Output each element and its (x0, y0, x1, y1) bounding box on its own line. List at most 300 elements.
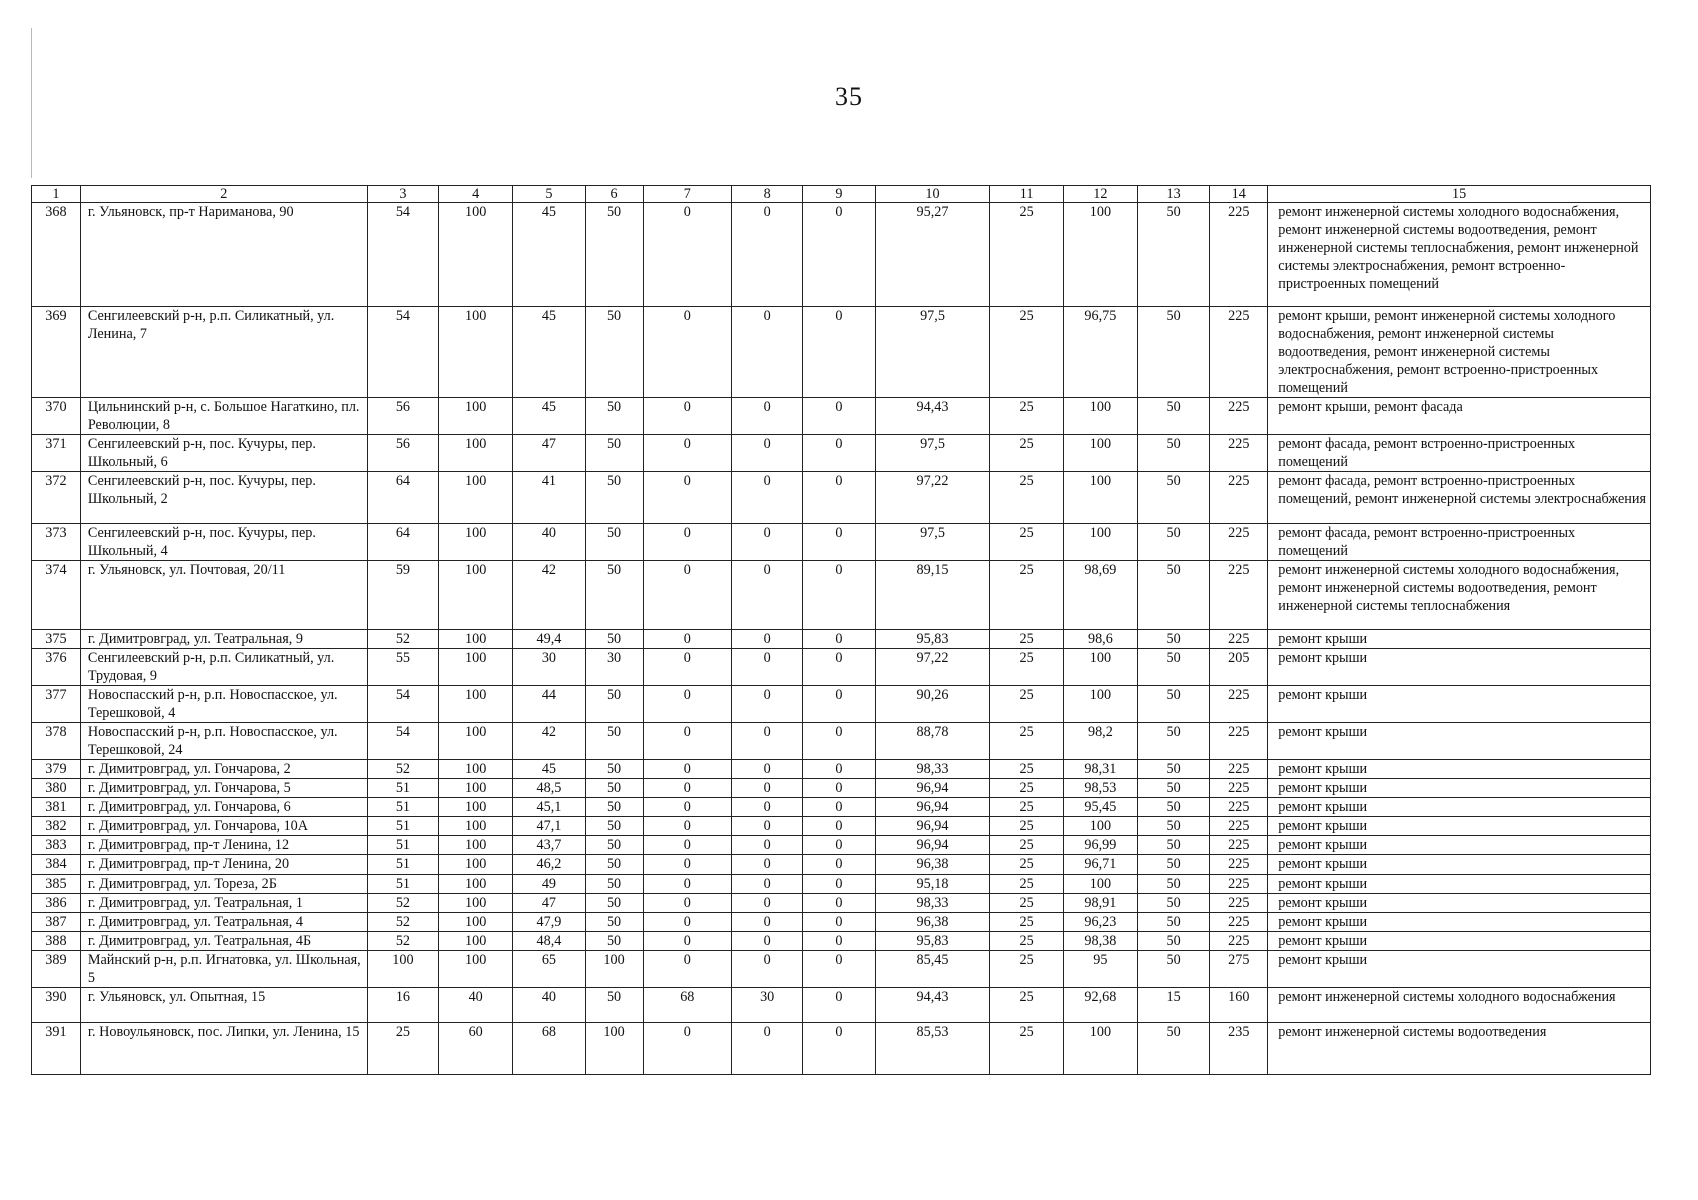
col-4-cell: 100 (439, 855, 513, 875)
col-7-cell: 0 (643, 524, 732, 561)
col-6-cell: 50 (585, 203, 643, 307)
col-14-cell: 225 (1210, 472, 1268, 524)
col-11-cell: 25 (990, 779, 1063, 798)
table-row (32, 723, 1651, 760)
address-cell: г. Димитровград, ул. Тореза, 2Б (80, 875, 367, 894)
col-14-cell: 225 (1210, 817, 1268, 836)
row-number-cell: 373 (32, 524, 81, 561)
col-11-cell: 25 (990, 817, 1063, 836)
col-11-cell: 25 (990, 649, 1063, 686)
works-list-cell: ремонт крыши (1268, 798, 1651, 817)
col-7-cell: 0 (643, 779, 732, 798)
col-8-cell: 0 (732, 932, 803, 951)
col-13-cell: 50 (1138, 932, 1210, 951)
col-6-cell: 50 (585, 817, 643, 836)
works-list-cell: ремонт инженерной системы холодного водоснабжения, ремонт инженерной системы водоотведения, ремонт инженерной системы теплоснабжения (1268, 561, 1651, 630)
col-7-cell: 0 (643, 630, 732, 649)
col-11-cell: 25 (990, 932, 1063, 951)
col-11-cell: 25 (990, 524, 1063, 561)
column-header-15: 15 (1268, 186, 1651, 203)
address-cell: Майнский р-н, р.п. Игнатовка, ул. Школьная, 5 (80, 951, 367, 988)
col-14-cell: 225 (1210, 686, 1268, 723)
table-row (32, 798, 1651, 817)
col-13-cell: 50 (1138, 307, 1210, 398)
column-header-2: 2 (80, 186, 367, 203)
col-5-cell: 49 (513, 875, 585, 894)
col-13-cell: 50 (1138, 561, 1210, 630)
col-9-cell: 0 (803, 561, 875, 630)
address-cell: г. Ульяновск, ул. Почтовая, 20/11 (80, 561, 367, 630)
col-10-cell: 85,53 (875, 1023, 990, 1075)
col-6-cell: 50 (585, 472, 643, 524)
page-number: 35 (835, 82, 863, 111)
col-6-cell: 50 (585, 307, 643, 398)
col-10-cell: 95,27 (875, 203, 990, 307)
row-number-cell: 381 (32, 798, 81, 817)
col-6-cell: 100 (585, 951, 643, 988)
col-10-cell: 96,94 (875, 779, 990, 798)
col-5-cell: 40 (513, 988, 585, 1023)
col-14-cell: 225 (1210, 855, 1268, 875)
col-11-cell: 25 (990, 435, 1063, 472)
table-row (32, 398, 1651, 435)
address-cell: г. Димитровград, ул. Театральная, 9 (80, 630, 367, 649)
col-7-cell: 0 (643, 472, 732, 524)
col-3-cell: 52 (367, 932, 438, 951)
col-9-cell: 0 (803, 875, 875, 894)
column-header-8: 8 (732, 186, 803, 203)
col-8-cell: 0 (732, 836, 803, 855)
col-10-cell: 89,15 (875, 561, 990, 630)
col-3-cell: 25 (367, 1023, 438, 1075)
col-10-cell: 97,5 (875, 435, 990, 472)
col-4-cell: 60 (439, 1023, 513, 1075)
col-9-cell: 0 (803, 524, 875, 561)
column-header-4: 4 (439, 186, 513, 203)
col-6-cell: 50 (585, 524, 643, 561)
col-11-cell: 25 (990, 398, 1063, 435)
table-body (32, 186, 1651, 1075)
col-10-cell: 94,43 (875, 988, 990, 1023)
col-10-cell: 98,33 (875, 760, 990, 779)
col-8-cell: 0 (732, 307, 803, 398)
col-8-cell: 0 (732, 398, 803, 435)
row-number-cell: 390 (32, 988, 81, 1023)
col-8-cell: 0 (732, 1023, 803, 1075)
column-header-3: 3 (367, 186, 438, 203)
col-5-cell: 42 (513, 723, 585, 760)
col-4-cell: 100 (439, 894, 513, 913)
col-3-cell: 16 (367, 988, 438, 1023)
col-6-cell: 50 (585, 779, 643, 798)
col-4-cell: 40 (439, 988, 513, 1023)
table-row (32, 472, 1651, 524)
row-number-cell: 385 (32, 875, 81, 894)
row-number-cell: 379 (32, 760, 81, 779)
col-13-cell: 50 (1138, 472, 1210, 524)
col-8-cell: 0 (732, 875, 803, 894)
col-5-cell: 47 (513, 435, 585, 472)
col-14-cell: 160 (1210, 988, 1268, 1023)
col-8-cell: 0 (732, 817, 803, 836)
row-number-cell: 371 (32, 435, 81, 472)
column-header-12: 12 (1063, 186, 1137, 203)
col-11-cell: 25 (990, 894, 1063, 913)
col-12-cell: 95,45 (1063, 798, 1137, 817)
col-3-cell: 52 (367, 913, 438, 932)
col-14-cell: 225 (1210, 398, 1268, 435)
column-header-11: 11 (990, 186, 1063, 203)
table-row (32, 203, 1651, 307)
col-7-cell: 0 (643, 307, 732, 398)
col-8-cell: 0 (732, 855, 803, 875)
col-3-cell: 54 (367, 723, 438, 760)
col-12-cell: 100 (1063, 1023, 1137, 1075)
column-header-14: 14 (1210, 186, 1268, 203)
col-13-cell: 50 (1138, 524, 1210, 561)
works-list-cell: ремонт крыши (1268, 817, 1651, 836)
col-12-cell: 98,31 (1063, 760, 1137, 779)
address-cell: Сенгилеевский р-н, р.п. Силикатный, ул. Ленина, 7 (80, 307, 367, 398)
column-header-13: 13 (1138, 186, 1210, 203)
col-11-cell: 25 (990, 913, 1063, 932)
works-list-cell: ремонт крыши (1268, 855, 1651, 875)
address-cell: г. Димитровград, ул. Гончарова, 10А (80, 817, 367, 836)
col-10-cell: 97,5 (875, 307, 990, 398)
column-header-9: 9 (803, 186, 875, 203)
col-5-cell: 47,9 (513, 913, 585, 932)
col-4-cell: 100 (439, 779, 513, 798)
col-11-cell: 25 (990, 1023, 1063, 1075)
row-number-cell: 378 (32, 723, 81, 760)
col-8-cell: 0 (732, 630, 803, 649)
col-14-cell: 235 (1210, 1023, 1268, 1075)
col-14-cell: 225 (1210, 723, 1268, 760)
row-number-cell: 368 (32, 203, 81, 307)
col-10-cell: 95,18 (875, 875, 990, 894)
col-8-cell: 0 (732, 561, 803, 630)
table-row (32, 855, 1651, 875)
col-6-cell: 50 (585, 398, 643, 435)
col-12-cell: 100 (1063, 686, 1137, 723)
housing-repair-table (31, 185, 1651, 1075)
col-6-cell: 50 (585, 913, 643, 932)
col-9-cell: 0 (803, 817, 875, 836)
col-3-cell: 51 (367, 855, 438, 875)
col-8-cell: 0 (732, 649, 803, 686)
address-cell: г. Димитровград, ул. Театральная, 4 (80, 913, 367, 932)
works-list-cell: ремонт крыши (1268, 630, 1651, 649)
col-5-cell: 41 (513, 472, 585, 524)
col-9-cell: 0 (803, 760, 875, 779)
col-4-cell: 100 (439, 686, 513, 723)
col-7-cell: 0 (643, 913, 732, 932)
col-10-cell: 96,94 (875, 798, 990, 817)
col-7-cell: 0 (643, 875, 732, 894)
col-6-cell: 50 (585, 686, 643, 723)
col-13-cell: 50 (1138, 798, 1210, 817)
col-9-cell: 0 (803, 951, 875, 988)
col-3-cell: 55 (367, 649, 438, 686)
col-3-cell: 52 (367, 894, 438, 913)
col-9-cell: 0 (803, 435, 875, 472)
col-8-cell: 0 (732, 760, 803, 779)
col-8-cell: 0 (732, 779, 803, 798)
col-6-cell: 50 (585, 798, 643, 817)
col-4-cell: 100 (439, 875, 513, 894)
row-number-cell: 386 (32, 894, 81, 913)
table-row (32, 932, 1651, 951)
col-3-cell: 51 (367, 875, 438, 894)
col-11-cell: 25 (990, 561, 1063, 630)
col-4-cell: 100 (439, 723, 513, 760)
col-14-cell: 225 (1210, 836, 1268, 855)
col-5-cell: 47 (513, 894, 585, 913)
col-11-cell: 25 (990, 875, 1063, 894)
col-14-cell: 225 (1210, 630, 1268, 649)
col-4-cell: 100 (439, 435, 513, 472)
works-list-cell: ремонт фасада, ремонт встроенно-пристроенных помещений, ремонт инженерной системы электроснабжения (1268, 472, 1651, 524)
col-11-cell: 25 (990, 203, 1063, 307)
col-10-cell: 97,5 (875, 524, 990, 561)
col-8-cell: 0 (732, 798, 803, 817)
table-row (32, 686, 1651, 723)
table-row (32, 836, 1651, 855)
col-13-cell: 50 (1138, 855, 1210, 875)
col-5-cell: 45 (513, 760, 585, 779)
col-6-cell: 50 (585, 760, 643, 779)
col-8-cell: 0 (732, 686, 803, 723)
col-7-cell: 0 (643, 398, 732, 435)
row-number-cell: 384 (32, 855, 81, 875)
col-3-cell: 54 (367, 203, 438, 307)
row-number-cell: 374 (32, 561, 81, 630)
table-row (32, 307, 1651, 398)
row-number-cell: 387 (32, 913, 81, 932)
col-8-cell: 0 (732, 472, 803, 524)
col-14-cell: 225 (1210, 798, 1268, 817)
col-13-cell: 50 (1138, 951, 1210, 988)
col-12-cell: 96,23 (1063, 913, 1137, 932)
table-row (32, 524, 1651, 561)
table-row (32, 894, 1651, 913)
col-4-cell: 100 (439, 817, 513, 836)
address-cell: г. Димитровград, ул. Гончарова, 2 (80, 760, 367, 779)
col-4-cell: 100 (439, 561, 513, 630)
col-6-cell: 50 (585, 561, 643, 630)
col-14-cell: 225 (1210, 932, 1268, 951)
col-10-cell: 95,83 (875, 932, 990, 951)
col-4-cell: 100 (439, 913, 513, 932)
col-12-cell: 98,38 (1063, 932, 1137, 951)
col-12-cell: 96,99 (1063, 836, 1137, 855)
col-5-cell: 46,2 (513, 855, 585, 875)
column-header-10: 10 (875, 186, 990, 203)
row-number-cell: 370 (32, 398, 81, 435)
col-3-cell: 52 (367, 630, 438, 649)
col-14-cell: 225 (1210, 561, 1268, 630)
column-header-1: 1 (32, 186, 81, 203)
works-list-cell: ремонт фасада, ремонт встроенно-пристроенных помещений (1268, 524, 1651, 561)
col-6-cell: 50 (585, 875, 643, 894)
col-6-cell: 100 (585, 1023, 643, 1075)
works-list-cell: ремонт крыши (1268, 779, 1651, 798)
row-number-cell: 389 (32, 951, 81, 988)
col-9-cell: 0 (803, 203, 875, 307)
address-cell: Сенгилеевский р-н, р.п. Силикатный, ул. Трудовая, 9 (80, 649, 367, 686)
col-13-cell: 50 (1138, 779, 1210, 798)
table-row (32, 630, 1651, 649)
address-cell: Сенгилеевский р-н, пос. Кучуры, пер. Школьный, 6 (80, 435, 367, 472)
col-4-cell: 100 (439, 649, 513, 686)
col-12-cell: 98,91 (1063, 894, 1137, 913)
col-13-cell: 50 (1138, 630, 1210, 649)
col-5-cell: 40 (513, 524, 585, 561)
col-3-cell: 54 (367, 686, 438, 723)
works-list-cell: ремонт крыши, ремонт инженерной системы холодного водоснабжения, ремонт инженерной системы водоотведения, ремонт инженерной системы электроснабжения, ремонт встроенно-пристроенных помещений (1268, 307, 1651, 398)
col-9-cell: 0 (803, 1023, 875, 1075)
col-3-cell: 59 (367, 561, 438, 630)
col-6-cell: 50 (585, 630, 643, 649)
col-12-cell: 98,6 (1063, 630, 1137, 649)
col-13-cell: 50 (1138, 723, 1210, 760)
col-14-cell: 275 (1210, 951, 1268, 988)
col-7-cell: 0 (643, 855, 732, 875)
col-10-cell: 96,94 (875, 817, 990, 836)
col-10-cell: 85,45 (875, 951, 990, 988)
col-3-cell: 51 (367, 836, 438, 855)
col-13-cell: 15 (1138, 988, 1210, 1023)
address-cell: г. Новоульяновск, пос. Липки, ул. Ленина, 15 (80, 1023, 367, 1075)
row-number-cell: 377 (32, 686, 81, 723)
row-number-cell: 376 (32, 649, 81, 686)
col-5-cell: 43,7 (513, 836, 585, 855)
col-13-cell: 50 (1138, 913, 1210, 932)
col-12-cell: 100 (1063, 524, 1137, 561)
col-8-cell: 0 (732, 723, 803, 760)
row-number-cell: 382 (32, 817, 81, 836)
address-cell: г. Ульяновск, пр-т Нариманова, 90 (80, 203, 367, 307)
works-list-cell: ремонт фасада, ремонт встроенно-пристроенных помещений (1268, 435, 1651, 472)
table-row (32, 561, 1651, 630)
column-header-7: 7 (643, 186, 732, 203)
table-row (32, 988, 1651, 1023)
col-3-cell: 54 (367, 307, 438, 398)
col-11-cell: 25 (990, 855, 1063, 875)
row-number-cell: 369 (32, 307, 81, 398)
col-9-cell: 0 (803, 398, 875, 435)
col-7-cell: 68 (643, 988, 732, 1023)
col-13-cell: 50 (1138, 760, 1210, 779)
col-14-cell: 225 (1210, 307, 1268, 398)
col-13-cell: 50 (1138, 435, 1210, 472)
col-5-cell: 49,4 (513, 630, 585, 649)
col-12-cell: 98,2 (1063, 723, 1137, 760)
col-3-cell: 51 (367, 798, 438, 817)
col-7-cell: 0 (643, 1023, 732, 1075)
col-5-cell: 44 (513, 686, 585, 723)
address-cell: г. Димитровград, ул. Театральная, 4Б (80, 932, 367, 951)
col-9-cell: 0 (803, 798, 875, 817)
col-14-cell: 225 (1210, 894, 1268, 913)
col-7-cell: 0 (643, 760, 732, 779)
col-4-cell: 100 (439, 760, 513, 779)
works-list-cell: ремонт крыши (1268, 686, 1651, 723)
col-4-cell: 100 (439, 932, 513, 951)
col-12-cell: 100 (1063, 203, 1137, 307)
col-3-cell: 64 (367, 524, 438, 561)
col-10-cell: 96,38 (875, 855, 990, 875)
col-11-cell: 25 (990, 836, 1063, 855)
col-13-cell: 50 (1138, 398, 1210, 435)
col-8-cell: 0 (732, 894, 803, 913)
col-11-cell: 25 (990, 760, 1063, 779)
col-12-cell: 100 (1063, 435, 1137, 472)
col-7-cell: 0 (643, 561, 732, 630)
works-list-cell: ремонт крыши (1268, 951, 1651, 988)
col-9-cell: 0 (803, 472, 875, 524)
col-8-cell: 0 (732, 203, 803, 307)
address-cell: Новоспасский р-н, р.п. Новоспасское, ул. Терешковой, 4 (80, 686, 367, 723)
col-6-cell: 50 (585, 988, 643, 1023)
col-14-cell: 225 (1210, 779, 1268, 798)
col-13-cell: 50 (1138, 203, 1210, 307)
address-cell: г. Димитровград, пр-т Ленина, 12 (80, 836, 367, 855)
works-list-cell: ремонт инженерной системы холодного водоснабжения, ремонт инженерной системы водоотведения, ремонт инженерной системы теплоснабжения, ремонт инженерной системы электроснабжения, ремонт встроенно-пристроенных помещений (1268, 203, 1651, 307)
col-3-cell: 56 (367, 398, 438, 435)
col-13-cell: 50 (1138, 649, 1210, 686)
col-5-cell: 45 (513, 398, 585, 435)
col-7-cell: 0 (643, 798, 732, 817)
col-4-cell: 100 (439, 524, 513, 561)
table-row (32, 875, 1651, 894)
col-9-cell: 0 (803, 855, 875, 875)
col-9-cell: 0 (803, 649, 875, 686)
address-cell: Цильнинский р-н, с. Большое Нагаткино, пл. Революции, 8 (80, 398, 367, 435)
col-13-cell: 50 (1138, 875, 1210, 894)
col-3-cell: 52 (367, 760, 438, 779)
col-10-cell: 96,94 (875, 836, 990, 855)
works-list-cell: ремонт крыши (1268, 913, 1651, 932)
address-cell: г. Димитровград, ул. Театральная, 1 (80, 894, 367, 913)
col-3-cell: 56 (367, 435, 438, 472)
col-9-cell: 0 (803, 307, 875, 398)
col-3-cell: 51 (367, 817, 438, 836)
row-number-cell: 388 (32, 932, 81, 951)
col-11-cell: 25 (990, 951, 1063, 988)
col-5-cell: 48,5 (513, 779, 585, 798)
col-6-cell: 50 (585, 723, 643, 760)
table-row (32, 435, 1651, 472)
col-11-cell: 25 (990, 307, 1063, 398)
col-10-cell: 88,78 (875, 723, 990, 760)
col-7-cell: 0 (643, 649, 732, 686)
address-cell: Сенгилеевский р-н, пос. Кучуры, пер. Школьный, 2 (80, 472, 367, 524)
row-number-cell: 391 (32, 1023, 81, 1075)
col-3-cell: 64 (367, 472, 438, 524)
col-13-cell: 50 (1138, 1023, 1210, 1075)
col-7-cell: 0 (643, 723, 732, 760)
works-list-cell: ремонт крыши (1268, 723, 1651, 760)
col-13-cell: 50 (1138, 686, 1210, 723)
works-list-cell: ремонт инженерной системы водоотведения (1268, 1023, 1651, 1075)
col-7-cell: 0 (643, 817, 732, 836)
col-5-cell: 30 (513, 649, 585, 686)
col-8-cell: 30 (732, 988, 803, 1023)
col-5-cell: 47,1 (513, 817, 585, 836)
col-12-cell: 98,53 (1063, 779, 1137, 798)
col-5-cell: 45 (513, 203, 585, 307)
